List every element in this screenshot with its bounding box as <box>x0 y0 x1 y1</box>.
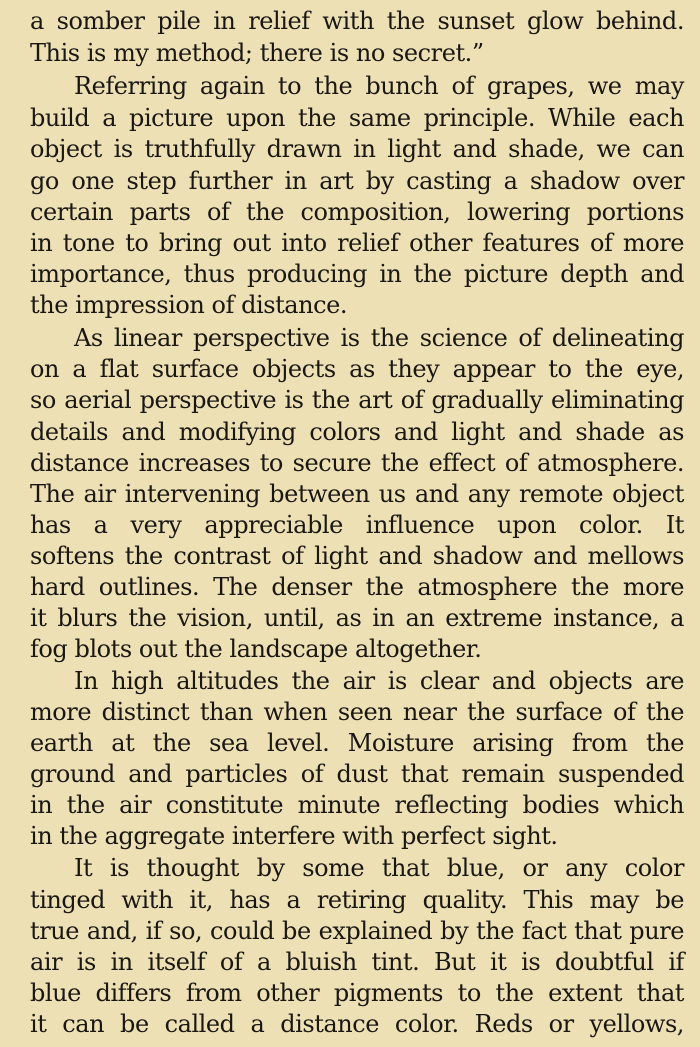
text-line: true and, if so, could be explained by the fact that pure <box>30 917 684 945</box>
text-line: build a picture upon the same principle. While each <box>30 104 684 132</box>
text-line: so aerial perspective is the art of gradually eliminating <box>30 386 684 414</box>
text-line: a somber pile in relief with the sunset glow behind. <box>30 7 684 35</box>
text-line: in the air constitute minute reflecting bodies which <box>30 791 684 819</box>
text-line: hard outlines. The denser the atmosphere the more <box>30 573 684 601</box>
text-line: tinged with it, has a retiring quality. This may be <box>30 886 684 914</box>
text-line: in the aggregate interfere with perfect sight. <box>30 822 558 850</box>
text-line: distance increases to secure the effect of atmosphere. <box>30 449 684 477</box>
text-line: The air intervening between us and any remote object <box>30 480 684 508</box>
text-line: ground and particles of dust that remain suspended <box>30 760 684 788</box>
text-line: it can be called a distance color. Reds or yellows, <box>30 1010 684 1038</box>
text-line: more distinct than when seen near the surface of the <box>30 698 684 726</box>
text-line: certain parts of the composition, lowering portions <box>30 198 684 226</box>
text-line: details and modifying colors and light and shade as <box>30 418 684 446</box>
text-line: air is in itself of a bluish tint. But it is doubtful if <box>30 948 684 976</box>
text-line: object is truthfully drawn in light and shade, we can <box>30 135 684 163</box>
text-line: in tone to bring out into relief other features of more <box>30 229 684 257</box>
text-line: on a flat surface objects as they appear to the eye, <box>30 355 684 383</box>
text-line: This is my method; there is no secret.” <box>30 39 484 67</box>
text-line: importance, thus producing in the picture depth and <box>30 260 684 288</box>
paragraph-first-line: As linear perspective is the science of delineating <box>74 324 684 352</box>
paragraph-first-line: Referring again to the bunch of grapes, we may <box>74 72 684 100</box>
paragraph-first-line: It is thought by some that blue, or any color <box>74 854 684 882</box>
text-line: blue differs from other pigments to the extent that <box>30 979 684 1007</box>
paragraph-first-line: In high altitudes the air is clear and objects are <box>74 667 684 695</box>
text-line: softens the contrast of light and shadow and mellows <box>30 542 684 570</box>
text-line: the impression of distance. <box>30 291 348 319</box>
text-line: it blurs the vision, until, as in an extreme instance, a <box>30 604 684 632</box>
text-line: has a very appreciable influence upon color. It <box>30 511 684 539</box>
text-line: earth at the sea level. Moisture arising from the <box>30 729 684 757</box>
text-line: go one step further in art by casting a shadow over <box>30 167 684 195</box>
text-line: fog blots out the landscape altogether. <box>30 635 482 663</box>
